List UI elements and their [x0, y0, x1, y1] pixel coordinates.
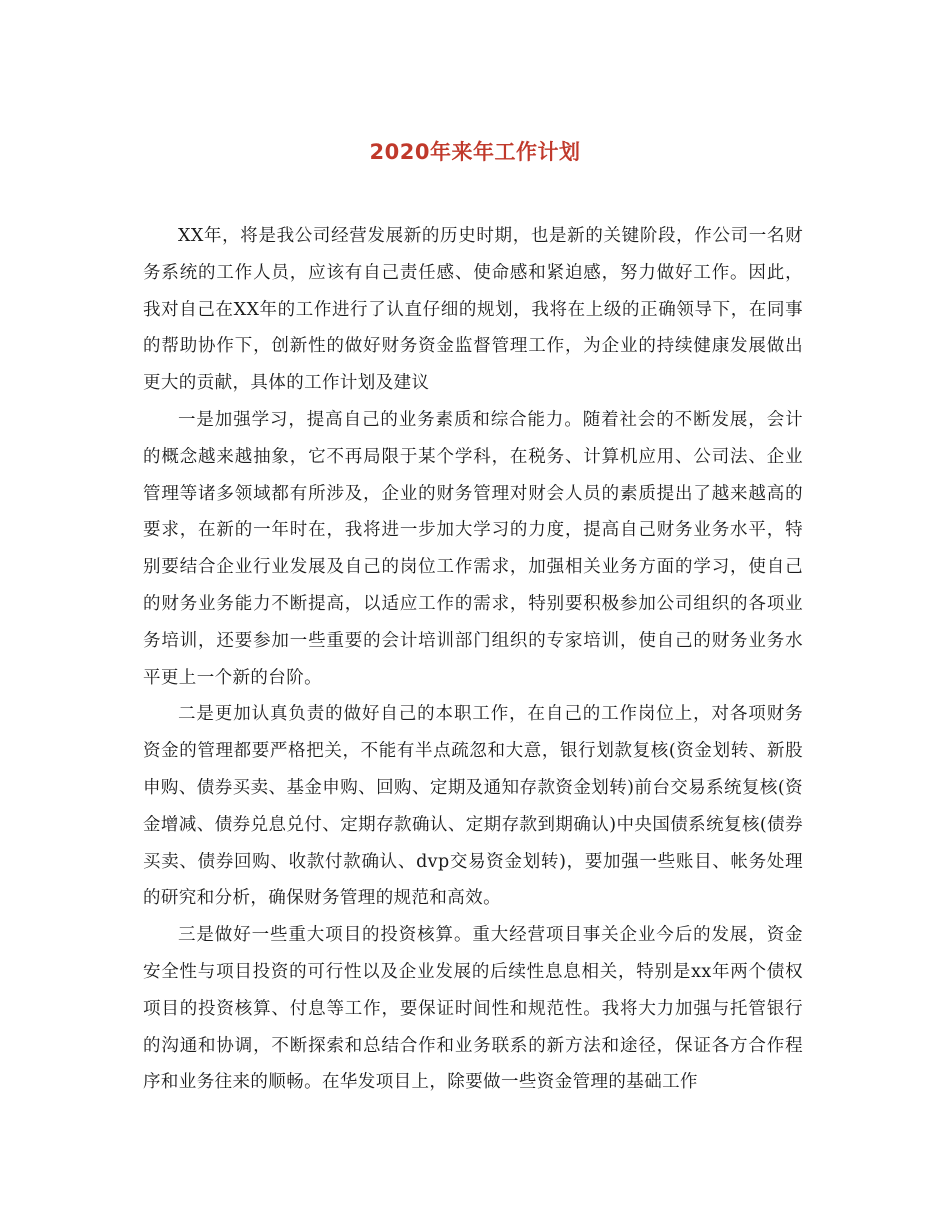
document-title: 2020年来年工作计划	[369, 140, 581, 164]
paragraph-projects: 三是做好一些重大项目的投资核算。重大经营项目事关企业今后的发展，资金安全性与项目投资的可行性以及企业发展的后续性息息相关，特别是xx年两个债权项目的投资核算、付息等工作，要保证时间性和规范性。我将大力加强与托管银行的沟通和协调，不断探索和总结合作和业务联系的新方法和途径，保证各方合作程序和业务往来的顺畅。在华发项目上，除要做一些资金管理的基础工作	[143, 925, 803, 1093]
paragraph-study: 一是加强学习，提高自己的业务素质和综合能力。随着社会的不断发展，会计的概念越来越抽象，它不再局限于某个学科，在税务、计算机应用、公司法、企业管理等诸多领域都有所涉及，企业的财务管理对财会人员的素质提出了越来越高的要求，在新的一年时在，我将进一步加大学习的力度，提高自己财务业务水平，特别要结合企业行业发展及自己的岗位工作需求，加强相关业务方面的学习，使自己的财务业务能力不断提高，以适应工作的需求，特别要积极参加公司组织的各项业务培训，还要参加一些重要的会计培训部门组织的专家培训，使自己的财务业务水平更上一个新的台阶。	[143, 409, 803, 688]
paragraph-duties: 二是更加认真负责的做好自己的本职工作，在自己的工作岗位上，对各项财务资金的管理都要严格把关，不能有半点疏忽和大意，银行划款复核(资金划转、新股申购、债券买卖、基金申购、回购、定期及通知存款资金划转)前台交易系统复核(资金增减、债券兑息兑付、定期存款确认、定期存款到期确认)中央国债系统复核(债券买卖、债券回购、收款付款确认、dvp交易资金划转)，要加强一些账目、帐务处理的研究和分析，确保财务管理的规范和高效。	[143, 704, 803, 909]
paragraph-intro: XX年，将是我公司经营发展新的历史时期，也是新的关键阶段，作公司一名财务系统的工作人员，应该有自己责任感、使命感和紧迫感，努力做好工作。因此，我对自己在XX年的工作进行了认直仔细的规划，我将在上级的正确领导下，在同事的帮助协作下，创新性的做好财务资金监督管理工作，为企业的持续健康发展做出更大的贡献，具体的工作计划及建议	[143, 226, 803, 394]
document-body	[143, 218, 803, 1101]
